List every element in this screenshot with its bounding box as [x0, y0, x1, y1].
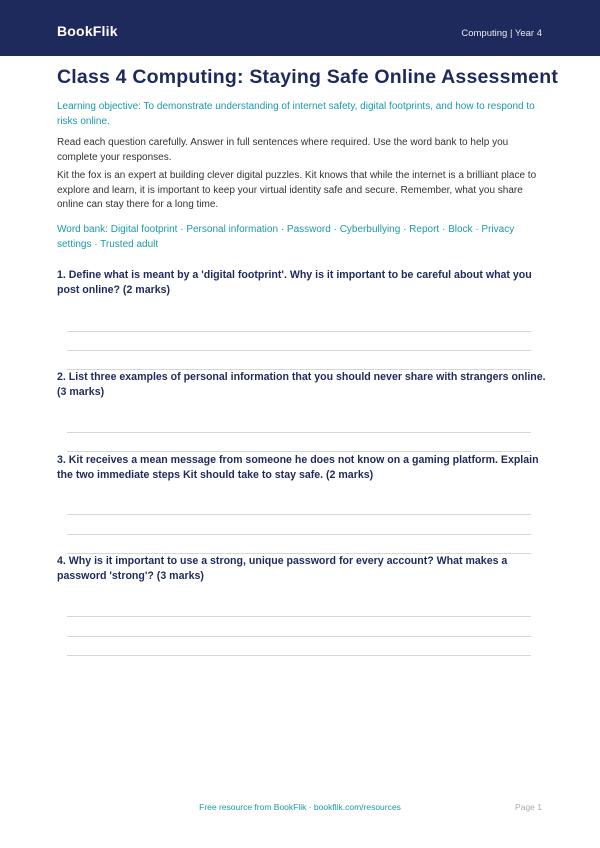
- brand-logo: BookFlik: [57, 23, 118, 39]
- question-2: 2. List three examples of personal information that you should never share with strangers online. (3 marks): [57, 371, 546, 398]
- page-title: Class 4 Computing: Staying Safe Online Assessment: [57, 66, 559, 88]
- page-number: Page 1: [515, 802, 542, 812]
- answer-line: [67, 616, 531, 617]
- header-bar: [0, 0, 600, 56]
- answer-line: [67, 432, 531, 433]
- question-4: 4. Why is it important to use a strong, unique password for every account? What makes a password 'strong'? (3 marks): [57, 555, 508, 582]
- answer-line: [67, 636, 531, 637]
- footer-source: Free resource from BookFlik · bookflik.com/resources: [199, 802, 401, 812]
- subject-year-label: Computing | Year 4: [461, 28, 542, 39]
- answer-line: [67, 451, 531, 452]
- answer-line: [67, 534, 531, 535]
- answer-line: [67, 350, 531, 351]
- question-1: 1. Define what is meant by a 'digital footprint'. Why is it important to be careful about what you post online? (2 marks): [57, 269, 532, 296]
- answer-line: [67, 514, 531, 515]
- answer-line: [67, 331, 531, 332]
- learning-objective: Learning objective: To demonstrate understanding of internet safety, digital footprints, and how to respond to risks online.: [57, 101, 535, 127]
- instructions: Read each question carefully. Answer in full sentences where required. Use the word bank to help you complete your responses.: [57, 137, 509, 163]
- intro-story: Kit the fox is an expert at building clever digital puzzles. Kit knows that while the internet is a brilliant place to explore and learn, it is important to keep your virtual identity safe and secure. Remember, what you share online can stay there for a long time.: [57, 170, 537, 210]
- word-bank: Word bank: Digital footprint · Personal information · Password · Cyberbullying · Report · Block · Privacy settings · Trusted adult: [57, 224, 515, 250]
- answer-line: [67, 655, 531, 656]
- question-3: 3. Kit receives a mean message from someone he does not know on a gaming platform. Explain the two immediate steps Kit should take to stay safe. (2 marks): [57, 454, 539, 481]
